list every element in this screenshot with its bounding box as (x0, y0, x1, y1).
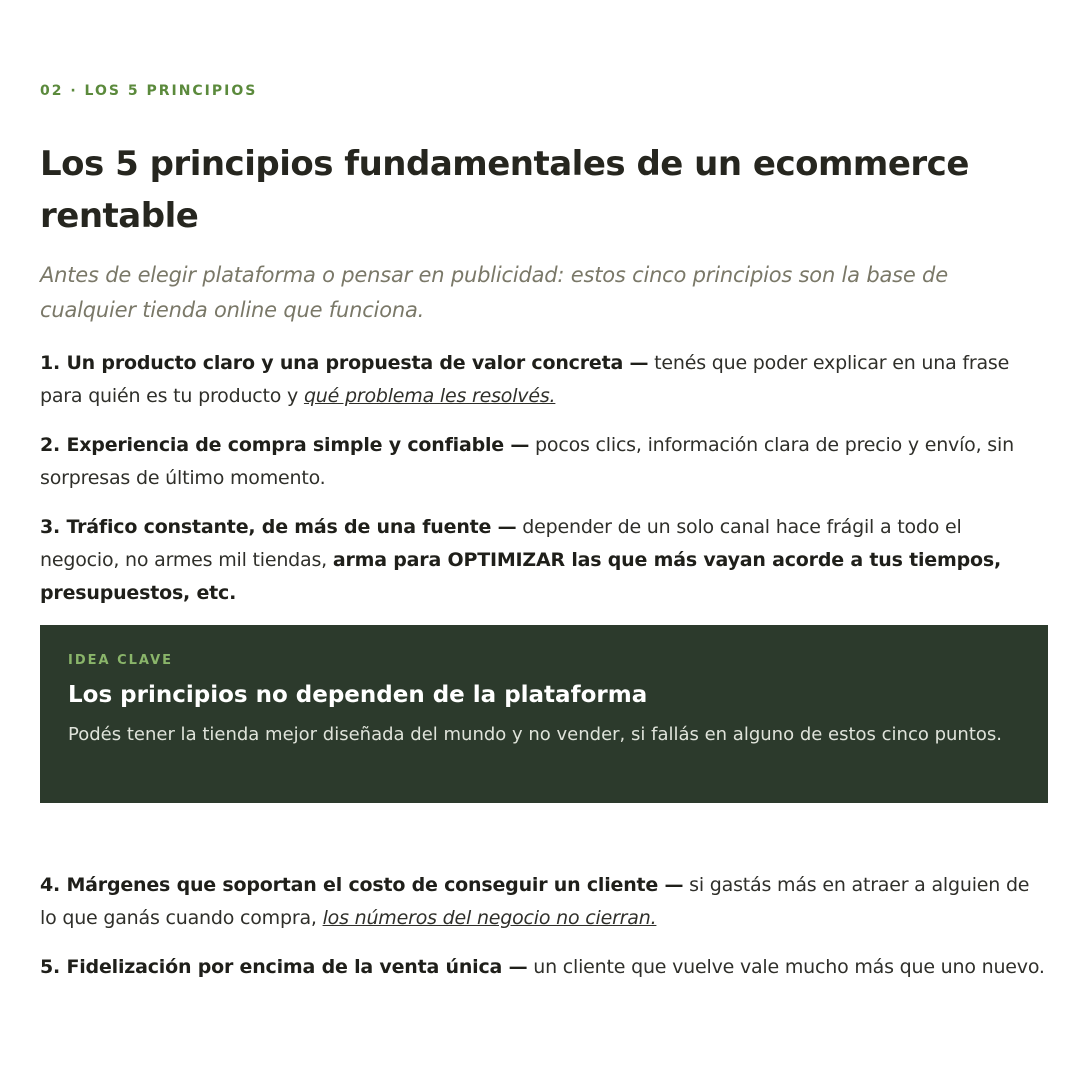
callout-label: IDEA CLAVE (68, 653, 174, 668)
principle-text-3: depender de un solo canal hace frágil a todo el negocio, no armes mil tiendas, (40, 516, 962, 571)
principle-heading-4: 4. Márgenes que soportan el costo de conseguir un cliente — (40, 874, 684, 896)
principle-item-4 (40, 869, 1045, 935)
lead-paragraph: Antes de elegir plataforma o pensar en publicidad: estos cinco principios son la base de cualquier tienda online que funciona. (40, 263, 948, 322)
key-idea-callout (40, 625, 1048, 803)
page-title: Los 5 principios fundamentales de un ecommerce rentable (40, 144, 969, 236)
principle-text-1: tenés que poder explicar en una frase para quién es tu producto y (40, 352, 1010, 407)
principle-heading-2: 2. Experiencia de compra simple y confiable — (40, 434, 530, 456)
section-eyebrow: 02 · LOS 5 PRINCIPIOS (40, 83, 258, 99)
principle-item-1 (40, 347, 1045, 413)
principle-link-1[interactable]: qué problema les resolvés. (303, 385, 556, 407)
principle-text-2: pocos clics, información clara de precio y envío, sin sorpresas de último momento. (40, 434, 1014, 489)
principle-heading-3: 3. Tráfico constante, de más de una fuente — (40, 516, 517, 538)
principle-heading-5: 5. Fidelización por encima de la venta única — (40, 956, 528, 978)
callout-title: Los principios no dependen de la plataforma (68, 682, 648, 708)
principle-heading-1: 1. Un producto claro y una propuesta de valor concreta — (40, 352, 649, 374)
principle-text-4: si gastás más en atraer a alguien de lo que ganás cuando compra, (40, 874, 1030, 929)
principle-item-2 (40, 429, 1045, 495)
principle-text-5: un cliente que vuelve vale mucho más que uno nuevo. (527, 956, 1045, 978)
principle-emphasis-3: arma para OPTIMIZAR las que más vayan acorde a tus tiempos, presupuestos, etc. (40, 549, 1001, 604)
principle-item-3 (40, 511, 1045, 610)
callout-body: Podés tener la tienda mejor diseñada del mundo y no vender, si fallás en alguno de estos cinco puntos. (68, 724, 1003, 745)
principle-item-5 (40, 951, 1045, 984)
principle-link-4[interactable]: los números del negocio no cierran. (322, 907, 657, 929)
